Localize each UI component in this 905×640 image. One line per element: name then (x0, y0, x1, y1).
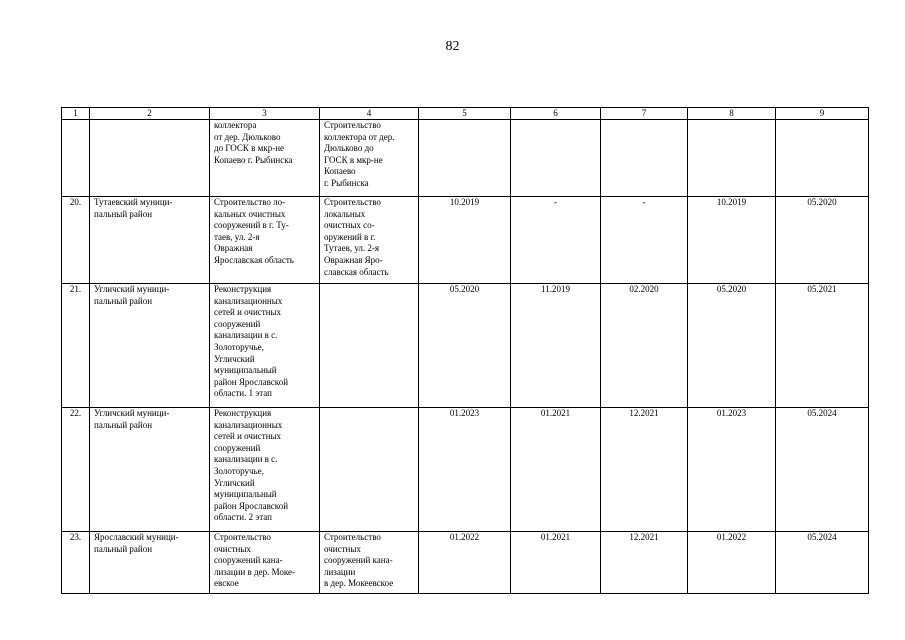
table-row (62, 120, 869, 197)
header-cell: 2 (90, 108, 210, 120)
district-cell: Ярославский муници- пальный район (90, 532, 210, 594)
date-cell (601, 120, 688, 197)
date-cell: 12.2021 (601, 408, 688, 532)
date-cell: - (601, 197, 688, 284)
date-cell: 05.2024 (776, 408, 869, 532)
header-cell: 1 (62, 108, 90, 120)
row-number (62, 120, 90, 197)
date-cell: 01.2023 (419, 408, 511, 532)
date-cell: 01.2023 (688, 408, 776, 532)
date-cell: 10.2019 (419, 197, 511, 284)
work-cell (320, 408, 419, 532)
date-cell: 05.2020 (776, 197, 869, 284)
work-cell: Строительство коллектора от дер. Дюльково до ГОСК в мкр-не Копаево г. Рыбинска (320, 120, 419, 197)
header-cell: 3 (210, 108, 320, 120)
date-cell: 10.2019 (688, 197, 776, 284)
header-cell: 6 (511, 108, 601, 120)
work-cell: Строительство очистных сооружений кана- лизации в дер. Мокеевское (320, 532, 419, 594)
date-cell: 12.2021 (601, 532, 688, 594)
table-row (62, 408, 869, 532)
page-number: 82 (445, 39, 460, 54)
date-cell: 05.2024 (776, 532, 869, 594)
row-number: 23. (62, 532, 90, 594)
object-cell: Реконструкция канализационных сетей и очистных сооружений канализации в с. Золоторучье, Угличский муниципальный район Ярославской области. 1 этап (210, 284, 320, 408)
row-number: 20. (62, 197, 90, 284)
work-cell: Строительство локальных очистных со- оружений в г. Тутаев, ул. 2-я Овражная Яро- славская область (320, 197, 419, 284)
date-cell: - (511, 197, 601, 284)
date-cell: 01.2021 (511, 408, 601, 532)
district-cell: Угличский муници- пальный район (90, 284, 210, 408)
header-cell: 7 (601, 108, 688, 120)
date-cell (419, 120, 511, 197)
table-row (62, 284, 869, 408)
date-cell (511, 120, 601, 197)
date-cell: 01.2022 (688, 532, 776, 594)
object-cell: Строительство очистных сооружений кана- лизации в дер. Моке- евское (210, 532, 320, 594)
row-number: 21. (62, 284, 90, 408)
object-cell: Реконструкция канализационных сетей и очистных сооружений канализации в с. Золоторучье, Угличский муниципальный район Ярославской области. 2 этап (210, 408, 320, 532)
header-cell: 9 (776, 108, 869, 120)
table-row (62, 532, 869, 594)
object-cell: Строительство ло- кальных очистных сооружений в г. Ту- таев, ул. 2-я Овражная Ярославская область (210, 197, 320, 284)
date-cell: 05.2020 (688, 284, 776, 408)
date-cell: 05.2020 (419, 284, 511, 408)
object-cell: коллектора от дер. Дюльково до ГОСК в мкр-не Копаево г. Рыбинска (210, 120, 320, 197)
district-cell (90, 120, 210, 197)
schedule-table (61, 107, 869, 594)
date-cell: 11.2019 (511, 284, 601, 408)
header-cell: 4 (320, 108, 419, 120)
date-cell: 01.2021 (511, 532, 601, 594)
header-cell: 5 (419, 108, 511, 120)
work-cell (320, 284, 419, 408)
district-cell: Угличский муници- пальный район (90, 408, 210, 532)
row-number: 22. (62, 408, 90, 532)
date-cell: 02.2020 (601, 284, 688, 408)
table-row (62, 197, 869, 284)
date-cell: 05.2021 (776, 284, 869, 408)
date-cell (688, 120, 776, 197)
header-row (62, 108, 869, 120)
header-cell: 8 (688, 108, 776, 120)
date-cell (776, 120, 869, 197)
district-cell: Тутаевский муници- пальный район (90, 197, 210, 284)
date-cell: 01.2022 (419, 532, 511, 594)
